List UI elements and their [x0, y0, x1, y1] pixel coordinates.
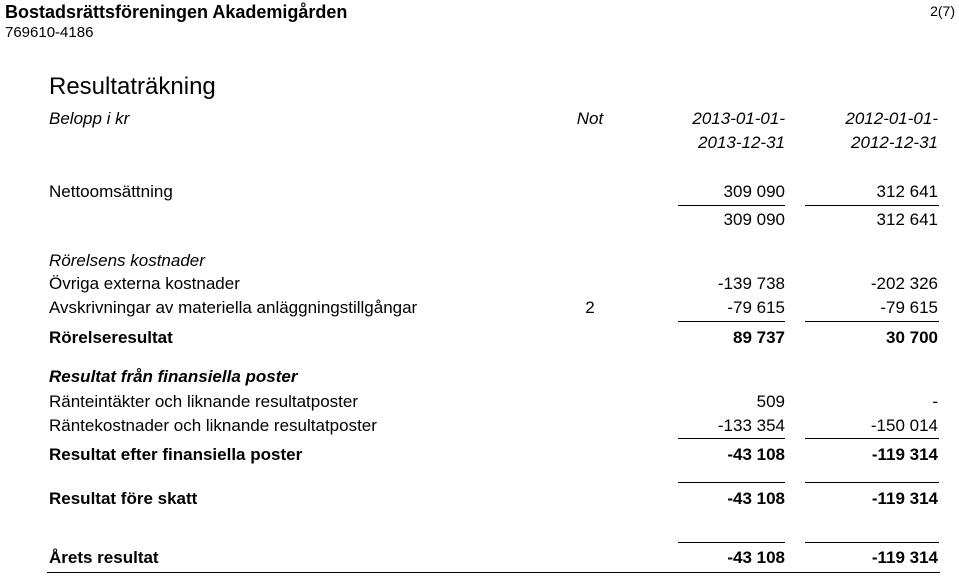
value-ovriga-2012: -202 326	[870, 274, 938, 293]
value-rorelseresultat-2012: 30 700	[886, 328, 938, 347]
value-rantekostnader-2012: -150 014	[870, 416, 938, 435]
row-label-rorelseresultat: Rörelseresultat	[49, 328, 173, 347]
value-avskrivningar-2012: -79 615	[880, 298, 938, 317]
value-rantekostnader-2013: -133 354	[717, 416, 785, 435]
value-efter-fin-2013: -43 108	[727, 445, 785, 464]
row-label-avskrivningar: Avskrivningar av materiella anläggningstillgångar	[49, 298, 418, 317]
value-nettoomsattning-2013: 309 090	[723, 182, 785, 201]
value-efter-fin-2012: -119 314	[871, 445, 938, 464]
period1-header-start: 2013-01-01-	[692, 109, 785, 128]
period1-header-end: 2013-12-31	[698, 133, 785, 152]
row-label-ranteintakter: Ränteintäkter och liknande resultatposter	[49, 392, 359, 411]
value-rorelseresultat-2013: 89 737	[733, 328, 785, 347]
sum-line	[805, 482, 939, 483]
sum-line	[678, 205, 785, 206]
value-nettoomsattning-2012: 312 641	[876, 182, 938, 201]
amount-unit-header: Belopp i kr	[49, 109, 130, 128]
value-ranteintakter-2013: 509	[756, 392, 785, 411]
row-label-nettoomsattning: Nettoomsättning	[49, 182, 173, 201]
value-ranteintakter-2012: -	[932, 392, 938, 411]
sum-line	[678, 482, 785, 483]
sum-line	[805, 205, 939, 206]
value-arets-2013: -43 108	[727, 548, 785, 567]
row-label-ovriga: Övriga externa kostnader	[49, 274, 240, 293]
section-heading-rorelsens-kostnader: Rörelsens kostnader	[49, 251, 205, 270]
value-subtotal-2012: 312 641	[876, 210, 938, 229]
sum-line	[805, 321, 939, 322]
note-column-header: Not	[576, 109, 604, 128]
page-title: Resultaträkning	[49, 73, 216, 100]
sum-line	[805, 542, 939, 543]
org-number: 769610-4186	[5, 24, 94, 41]
value-fore-skatt-2012: -119 314	[871, 489, 938, 508]
page-number: 2(7)	[930, 3, 955, 19]
company-name: Bostadsrättsföreningen Akademigården	[5, 2, 348, 22]
period2-header-start: 2012-01-01-	[845, 109, 938, 128]
period2-header-end: 2012-12-31	[851, 133, 938, 152]
value-fore-skatt-2013: -43 108	[727, 489, 785, 508]
row-label-arets-resultat: Årets resultat	[49, 548, 159, 567]
value-avskrivningar-2013: -79 615	[727, 298, 785, 317]
value-arets-2012: -119 314	[871, 548, 938, 567]
sum-line	[678, 438, 785, 439]
sum-line	[678, 542, 785, 543]
bottom-rule	[47, 572, 940, 573]
value-ovriga-2013: -139 738	[717, 274, 785, 293]
row-label-rantekostnader: Räntekostnader och liknande resultatposter	[49, 416, 377, 435]
note-reference: 2	[585, 298, 595, 317]
section-heading-finansiella-poster: Resultat från finansiella poster	[49, 367, 298, 386]
value-subtotal-2013: 309 090	[723, 210, 785, 229]
sum-line	[805, 438, 939, 439]
row-label-resultat-fore-skatt: Resultat före skatt	[49, 489, 198, 508]
sum-line	[678, 321, 785, 322]
row-label-resultat-efter-finansiella: Resultat efter finansiella poster	[49, 445, 303, 464]
